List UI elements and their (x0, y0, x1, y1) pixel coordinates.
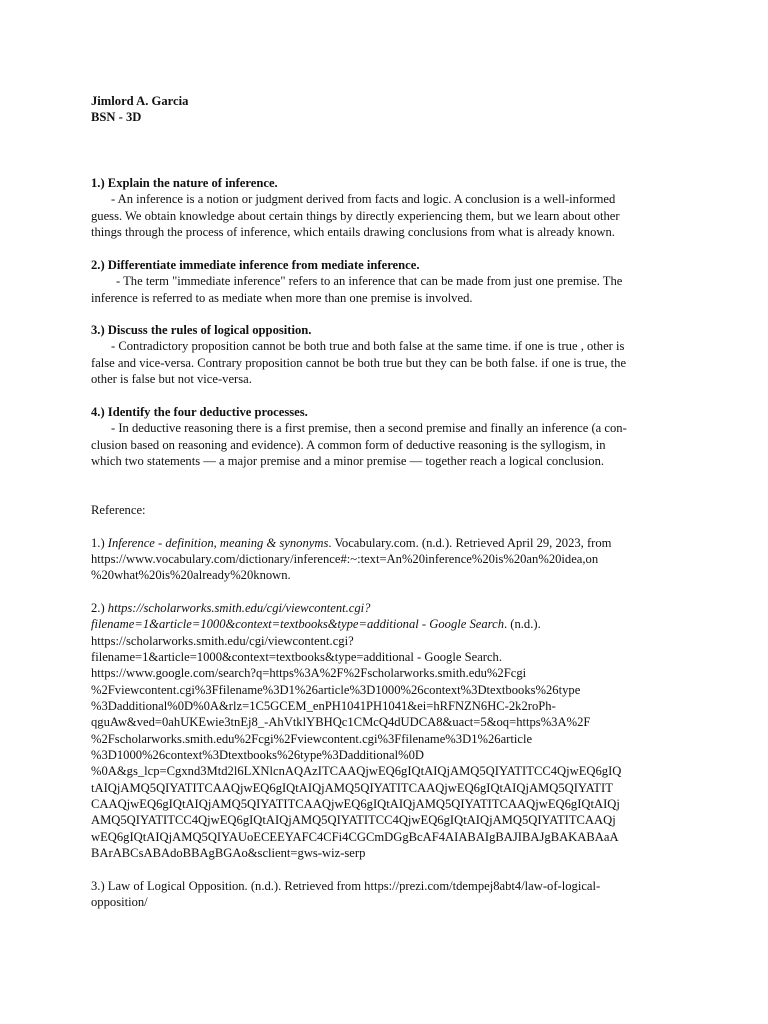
reference-1-url-line: https://www.vocabulary.com/dictionary/inference#:~:text=An%20inference%20is%20an%20idea,on (91, 552, 599, 566)
question-1-answer-line: guess. We obtain knowledge about certain things by directly experiencing them, but we learn about other (91, 209, 620, 223)
reference-1-prefix: 1.) (91, 536, 108, 550)
reference-2-first-line (91, 600, 370, 616)
question-2-answer-line: - The term "immediate inference" refers to an inference that can be made from just one premise. The (116, 274, 623, 288)
reference-2-url-line: BArABCsABAdoBBAgBGAo&sclient=gws-wiz-serp (91, 846, 366, 860)
question-3-answer-line: false and vice-versa. Contrary proposition cannot be both true but they can be both false. if one is true, the (91, 356, 627, 370)
question-1-answer-line: - An inference is a notion or judgment derived from facts and logic. A conclusion is a well-informed (111, 192, 616, 206)
reference-3-line: 3.) Law of Logical Opposition. (n.d.). Retrieved from https://prezi.com/tdempej8abt4/law-of-logical- (91, 879, 601, 893)
question-2-answer-line: inference is referred to as mediate when more than one premise is involved. (91, 291, 473, 305)
reference-3-line: opposition/ (91, 895, 148, 909)
question-4-heading: 4.) Identify the four deductive processes. (91, 405, 308, 419)
question-4-answer-line: which two statements — a major premise and a minor premise — together reach a logical conclusion. (91, 454, 605, 468)
question-3-answer-line: other is false but not vice-versa. (91, 372, 252, 386)
reference-2-url-line: https://scholarworks.smith.edu/cgi/viewcontent.cgi? (91, 634, 354, 648)
reference-1-first-line (91, 535, 611, 551)
question-4-answer-line: clusion based on reasoning and evidence). A common form of deductive reasoning is the syllogism, in (91, 438, 606, 452)
reference-2-url-line: AMQ5QIYATITCC4QjwEQ6gIQtAIQjAMQ5QIYATITCC4QjwEQ6gIQtAIQjAMQ5QIYATITCAAQj (91, 813, 616, 827)
question-3-heading: 3.) Discuss the rules of logical opposition. (91, 323, 312, 337)
question-1-answer-line: things through the process of inference, which entails drawing conclusions from what is already known. (91, 225, 615, 239)
reference-2-url-line: %0A&gs_lcp=Cgxnd3Mtd2l6LXNlcnAQAzITCAAQjwEQ6gIQtAIQjAMQ5QIYATITCC4QjwEQ6gIQ (91, 764, 622, 778)
reference-2-url-line: %3D1000%26context%3Dtextbooks%26type%3Dadditional%0D (91, 748, 424, 762)
reference-2-url-line: wEQ6gIQtAIQjAMQ5QIYAUoECEEYAFC4CFi4CGCmDGgBcAF4AIABAIgBAJIBAJgBAKABAaA (91, 830, 619, 844)
question-2-heading: 2.) Differentiate immediate inference from mediate inference. (91, 258, 420, 272)
reference-2-title-part: https://scholarworks.smith.edu/cgi/viewcontent.cgi? (107, 601, 371, 615)
question-3-answer-line: - Contradictory proposition cannot be both true and both false at the same time. if one is true , other is (111, 339, 625, 353)
question-1-heading: 1.) Explain the nature of inference. (91, 176, 278, 190)
student-name: Jimlord A. Garcia (91, 94, 189, 108)
reference-2-second-line (91, 616, 541, 632)
student-section: BSN - 3D (91, 110, 142, 124)
reference-2-title-part: filename=1&article=1000&context=textbooks&type=additional - Google Search (91, 617, 504, 631)
reference-2-prefix: 2.) (91, 601, 108, 615)
reference-1-url-line: %20what%20is%20already%20known. (91, 568, 291, 582)
reference-2-url-line: filename=1&article=1000&context=textbooks&type=additional - Google Search. (91, 650, 503, 664)
reference-1-source: . Vocabulary.com. (n.d.). Retrieved April 29, 2023, from (328, 536, 612, 550)
reference-1-title: Inference - definition, meaning & synonyms (107, 536, 329, 550)
reference-2-url-line: %3Dadditional%0D%0A&rlz=1C5GCEM_enPH1041PH1041&ei=hRFNZN6HC-2k2roPh- (91, 699, 556, 713)
reference-2-url-line: CAAQjwEQ6gIQtAIQjAMQ5QIYATITCAAQjwEQ6gIQtAIQjAMQ5QIYATITCAAQjwEQ6gIQtAIQj (91, 797, 620, 811)
reference-2-url-line: tAIQjAMQ5QIYATITCAAQjwEQ6gIQtAIQjAMQ5QIYATITCAAQjwEQ6gIQtAIQjAMQ5QIYATIT (91, 781, 613, 795)
reference-2-url-line: %2Fviewcontent.cgi%3Ffilename%3D1%26article%3D1000%26context%3Dtextbooks%26type (91, 683, 581, 697)
reference-2-url-line: qguAw&ved=0ahUKEwie3tnEj8_-AhVtklYBHQc1CMcQ4dUDCA8&uact=5&oq=https%3A%2F (91, 715, 591, 729)
references-title: Reference: (91, 503, 146, 517)
question-4-answer-line: - In deductive reasoning there is a first premise, then a second premise and finally an inference (a con- (111, 421, 627, 435)
reference-2-date: . (n.d.). (504, 617, 541, 631)
reference-2-url-line: %2Fscholarworks.smith.edu%2Fcgi%2Fviewcontent.cgi%3Ffilename%3D1%26article (91, 732, 533, 746)
reference-2-url-line: https://www.google.com/search?q=https%3A%2F%2Fscholarworks.smith.edu%2Fcgi (91, 666, 527, 680)
